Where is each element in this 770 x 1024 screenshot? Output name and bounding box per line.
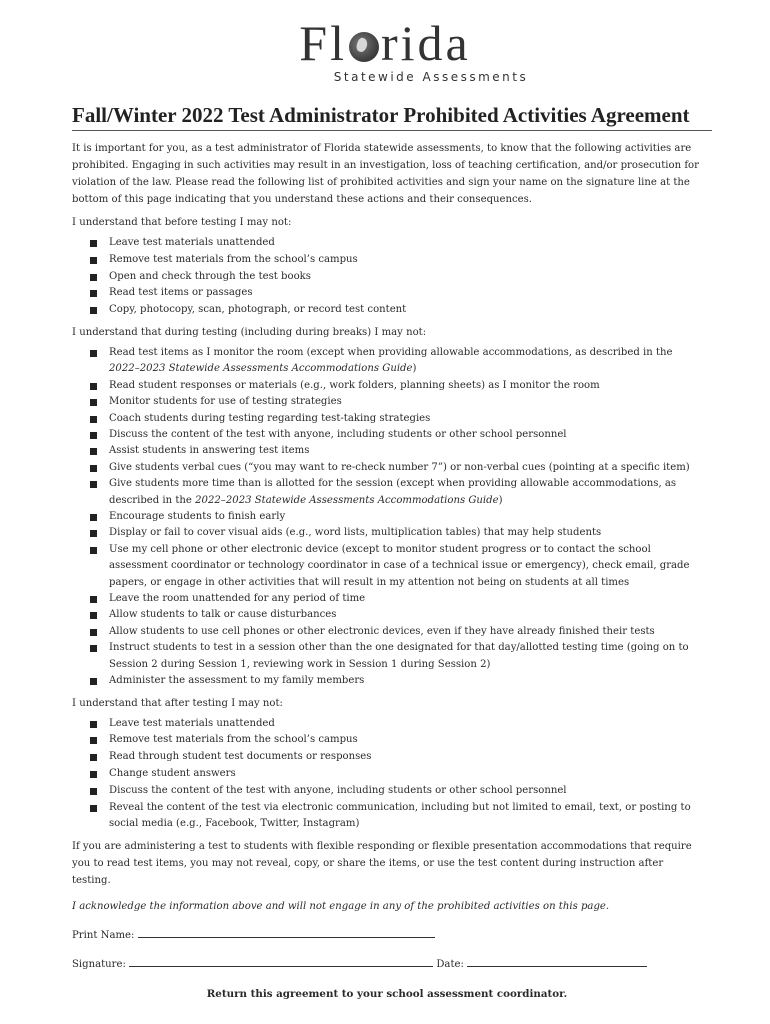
square-bullet-icon	[90, 481, 97, 488]
list-item: Remove test materials from the school’s campus	[72, 252, 702, 269]
before-testing-list	[72, 235, 702, 319]
square-bullet-icon	[90, 771, 97, 778]
list-item: Use my cell phone or other electronic device (except to monitor student progress or to contact the school assessment coordinator or technology coordinator in case of a technical issue or emergency), check email, grade papers, or engage in other activities that will result in my attention not being on students at all times	[72, 542, 702, 591]
list-item: Copy, photocopy, scan, photograph, or record test content	[72, 302, 702, 319]
list-item: Change student answers	[72, 766, 702, 783]
list-item: Instruct students to test in a session other than the one designated for that day/allotted testing time (going on to Session 2 during Session 1, reviewing work in Session 1 during Session 2)	[72, 640, 702, 673]
list-item: Open and check through the test books	[72, 269, 702, 286]
list-item: Leave test materials unattended	[72, 235, 702, 252]
list-item: Give students more time than is allotted for the session (except when providing allowable accommodations, as described in the 2022–2023 Statewide Assessments Accommodations Guide)	[72, 476, 702, 509]
logo-wordmark: Fl rida	[299, 15, 471, 71]
list-item: Allow students to talk or cause disturbances	[72, 607, 702, 623]
list-item: Read test items or passages	[72, 285, 702, 302]
square-bullet-icon	[90, 788, 97, 795]
square-bullet-icon	[90, 530, 97, 537]
square-bullet-icon	[90, 432, 97, 439]
during-testing-heading: I understand that during testing (including during breaks) I may not:	[72, 326, 427, 338]
square-bullet-icon	[90, 274, 97, 281]
list-item: Discuss the content of the test with anyone, including students or other school personnel	[72, 427, 702, 443]
list-item: Leave the room unattended for any period of time	[72, 591, 702, 607]
square-bullet-icon	[90, 596, 97, 603]
list-item: Discuss the content of the test with anyone, including students or other school personnel	[72, 783, 702, 800]
after-testing-heading: I understand that after testing I may not:	[72, 697, 283, 709]
square-bullet-icon	[90, 754, 97, 761]
list-item: Read test items as I monitor the room (except when providing allowable accommodations, as described in the 2022–2023 Statewide Assessments Accommodations Guide)	[72, 345, 702, 378]
square-bullet-icon	[90, 737, 97, 744]
list-item: Leave test materials unattended	[72, 716, 702, 733]
square-bullet-icon	[90, 240, 97, 247]
square-bullet-icon	[90, 645, 97, 652]
square-bullet-icon	[90, 678, 97, 685]
during-testing-list	[72, 345, 702, 690]
print-name-label: Print Name:	[72, 930, 135, 942]
list-item: Administer the assessment to my family members	[72, 673, 702, 689]
before-testing-heading: I understand that before testing I may not:	[72, 217, 292, 228]
list-item: Monitor students for use of testing strategies	[72, 394, 702, 410]
florida-statewide-assessments-logo	[0, 15, 770, 84]
flexible-accommodations-note: If you are administering a test to students with flexible responding or flexible presentation accommodations that require you to read test items, you may not reveal, copy, or share the items, or use the test content during instruction after testing.	[72, 841, 692, 887]
list-item: Give students verbal cues (“you may want to re-check number 7”) or non-verbal cues (pointing at a specific item)	[72, 460, 702, 476]
date-field[interactable]	[467, 956, 647, 967]
square-bullet-icon	[90, 612, 97, 619]
list-item: Reveal the content of the test via electronic communication, including but not limited to email, text, or posting to social media (e.g., Facebook, Twitter, Instagram)	[72, 800, 702, 834]
list-item: Remove test materials from the school’s campus	[72, 732, 702, 749]
square-bullet-icon	[90, 257, 97, 264]
square-bullet-icon	[90, 350, 97, 357]
list-item: Allow students to use cell phones or other electronic devices, even if they have already finished their tests	[72, 624, 702, 640]
square-bullet-icon	[90, 290, 97, 297]
square-bullet-icon	[90, 629, 97, 636]
print-name-field[interactable]	[138, 927, 435, 938]
acknowledgement-statement: I acknowledge the information above and will not engage in any of the prohibited activities on this page.	[72, 901, 610, 913]
signature-row	[72, 956, 702, 973]
agreement-body	[72, 140, 702, 1003]
square-bullet-icon	[90, 448, 97, 455]
square-bullet-icon	[90, 465, 97, 472]
list-item: Read through student test documents or responses	[72, 749, 702, 766]
return-instruction: Return this agreement to your school assessment coordinator.	[206, 988, 568, 1001]
sunburst-o-icon	[349, 32, 379, 62]
square-bullet-icon	[90, 399, 97, 406]
square-bullet-icon	[90, 547, 97, 554]
list-item: Assist students in answering test items	[72, 443, 702, 459]
list-item: Display or fail to cover visual aids (e.g., word lists, multiplication tables) that may help students	[72, 525, 702, 541]
list-item: Encourage students to finish early	[72, 509, 702, 525]
square-bullet-icon	[90, 383, 97, 390]
print-name-row	[72, 927, 702, 944]
list-item: Coach students during testing regarding test-taking strategies	[72, 411, 702, 427]
square-bullet-icon	[90, 721, 97, 728]
square-bullet-icon	[90, 307, 97, 314]
signature-field[interactable]	[129, 956, 433, 967]
intro-paragraph: It is important for you, as a test administrator of Florida statewide assessments, to know that the following activities are prohibited. Engaging in such activities may result in an investigation, loss of teaching certification, and/or prosecution for violation of the law. Please read the following list of prohibited activities and sign your name on the signature line at the bottom of this page indicating that you understand these actions and their consequences.	[72, 143, 699, 205]
list-item: Read student responses or materials (e.g., work folders, planning sheets) as I monitor the room	[72, 378, 702, 394]
logo-subtitle: Statewide Assessments	[333, 70, 529, 84]
page-title: Fall/Winter 2022 Test Administrator Prohibited Activities Agreement	[72, 103, 712, 131]
square-bullet-icon	[90, 805, 97, 812]
square-bullet-icon	[90, 416, 97, 423]
after-testing-list	[72, 716, 702, 834]
date-label: Date:	[436, 959, 464, 971]
signature-label: Signature:	[72, 959, 126, 971]
square-bullet-icon	[90, 514, 97, 521]
